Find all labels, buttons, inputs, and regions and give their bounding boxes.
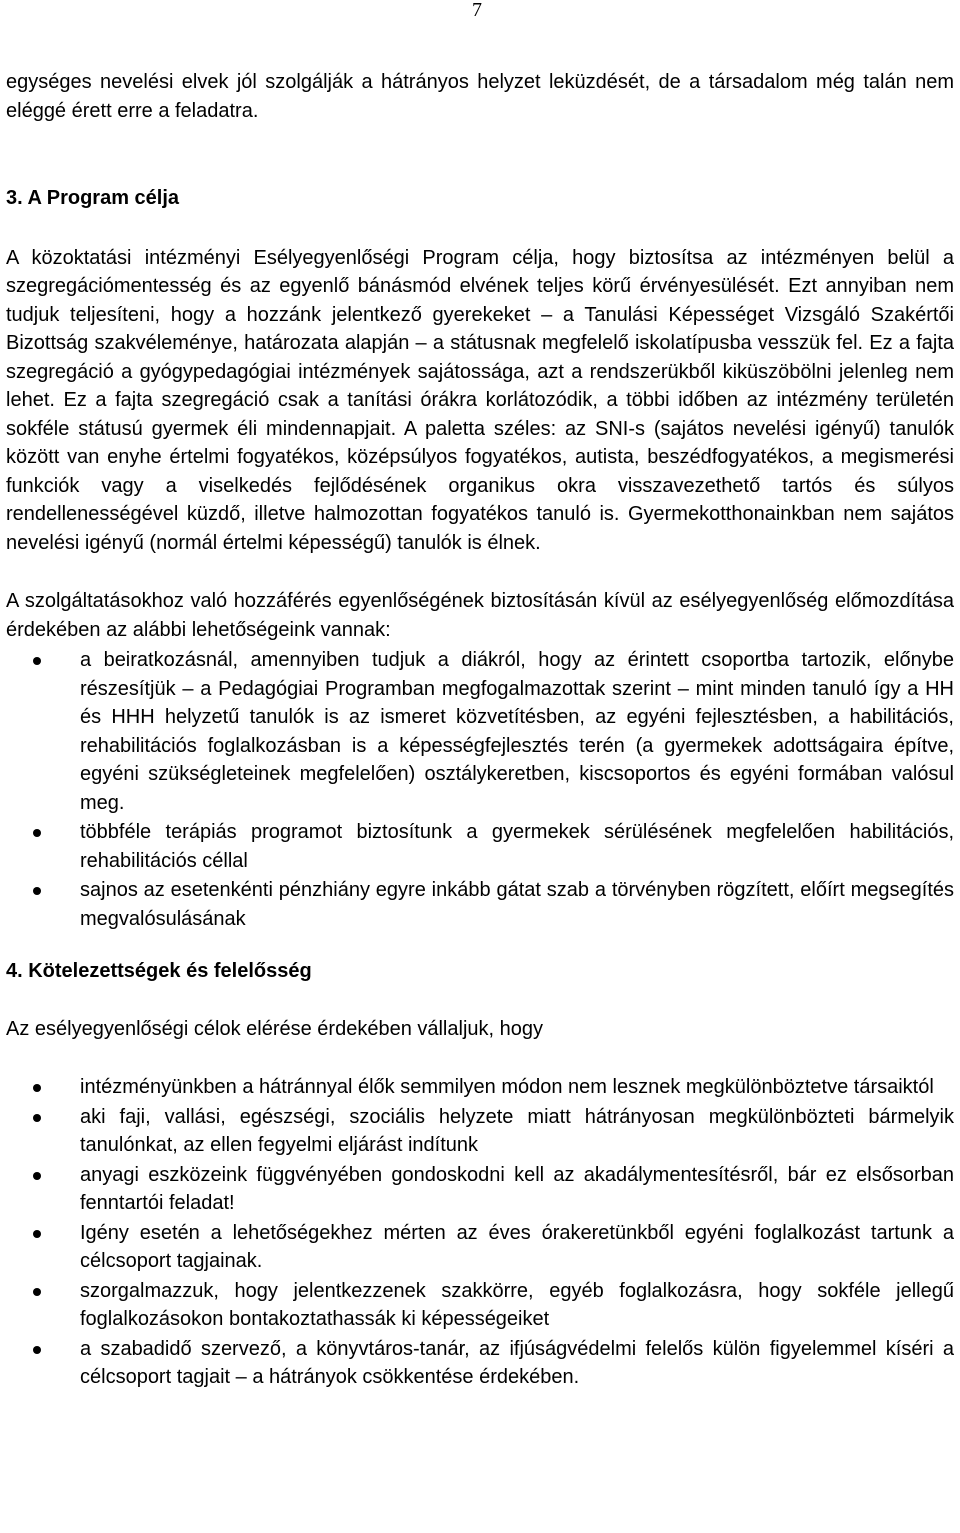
section-3-bullet-list: [6, 646, 954, 933]
list-item: aki faji, vallási, egészségi, szociális helyzete miatt hátrányosan megkülönbözteti bármelyik tanulónkat, az ellen fegyelmi eljárást indítunk: [6, 1103, 954, 1160]
list-item: anyagi eszközeink függvényében gondoskodni kell az akadálymentesítésről, bár ez elsősorban fenntartói feladat!: [6, 1161, 954, 1218]
section-3-heading: 3. A Program célja: [6, 187, 180, 209]
page-number: 7: [472, 0, 482, 21]
section-3-paragraph-1: A közoktatási intézményi Esélyegyenlőségi Program célja, hogy biztosítsa az intézményen belül a szegregációmentesség és az egyenlő bánásmód elvének teljes körű érvényesülését. Ezt annyiban nem tudjuk teljesíteni, hogy a hozzánk jelentkező gyerekeket – a Tanulási Képességet Vizsgáló Szakértői Bizottság szakvéleménye, határozata alapján – a státusnak megfelelő iskolatípusba vesszük fel. Ez a fajta szegregáció a gyógypedagógiai intézmények sajátossága, azt a rendszerükből kiküszöbölni jelenleg nem lehet. Ez a fajta szegregáció csak a tanítási órákra korlátozódik, a többi időben az intézmény területén sokféle státusú gyermek éli mindennapjait. A paletta széles: az SNI-s (sajátos nevelési igényű) tanulók között van enyhe értelmi fogyatékos, középsúlyos fogyatékos, autista, beszédfogyatékos, a megismerési funkciók vagy a viselkedés fejlődésének organikus okra visszavezethető tartós és súlyos rendellenességével küzdő, illetve halmozottan fogyatékos tanuló is. Gyermekotthonainkban nem sajátos nevelési igényű (normál értelmi képességű) tanulók is élnek.: [6, 246, 954, 554]
list-item: intézményünkben a hátránnyal élők semmilyen módon nem lesznek megkülönböztetve társaiktól: [6, 1073, 954, 1102]
section-4-heading: 4. Kötelezettségek és felelősség: [6, 960, 312, 982]
list-item: szorgalmazzuk, hogy jelentkezzenek szakkörre, egyéb foglalkozásra, hogy sokféle jellegű foglalkozásokon bontakoztathassák ki képességeiket: [6, 1277, 954, 1334]
list-item: többféle terápiás programot biztosítunk a gyermekek sérülésének megfelelően habilitációs, rehabilitációs céllal: [6, 818, 954, 875]
list-item: a szabadidő szervező, a könyvtáros-tanár, az ifjúságvédelmi felelős külön figyelemmel kíséri a célcsoport tagjait – a hátrányok csökkentése érdekében.: [6, 1335, 954, 1392]
section-3-paragraph-2: A szolgáltatásokhoz való hozzáférés egyenlőségének biztosításán kívül az esélyegyenlőség előmozdítása érdekében az alábbi lehetőségeink vannak:: [6, 590, 954, 641]
section-4-bullet-list: [6, 1073, 954, 1392]
section-4-paragraph-1: Az esélyegyenlőségi célok elérése érdekében vállaljuk, hogy: [6, 1017, 543, 1040]
list-item: sajnos az esetenkénti pénzhiány egyre inkább gátat szab a törvényben rögzített, előírt megsegítés megvalósulásának: [6, 876, 954, 933]
list-item: Igény esetén a lehetőségekhez mérten az éves órakeretünkből egyéni foglalkozást tartunk a célcsoport tagjainak.: [6, 1219, 954, 1276]
document-body: [6, 68, 954, 1392]
list-item: a beiratkozásnál, amennyiben tudjuk a diákról, hogy az érintett csoportba tartozik, előnybe részesítjük – a Pedagógiai Programban megfogalmazottak szerint – mint minden tanuló így a HH és HHH helyzetű tanulók is az ismeret közvetítésben, az egyéni fejlesztésben, a habilitációs, rehabilitációs foglalkozásban is a képességfejlesztés terén (a gyermekek adottságaira építve, egyéni szükségleteinek megfelelően) osztálykeretben, kiscsoportos és egyéni formában valósul meg.: [6, 646, 954, 817]
intro-paragraph: egységes nevelési elvek jól szolgálják a hátrányos helyzet leküzdését, de a társadalom még talán nem eléggé érett erre a feladatra.: [6, 71, 954, 122]
